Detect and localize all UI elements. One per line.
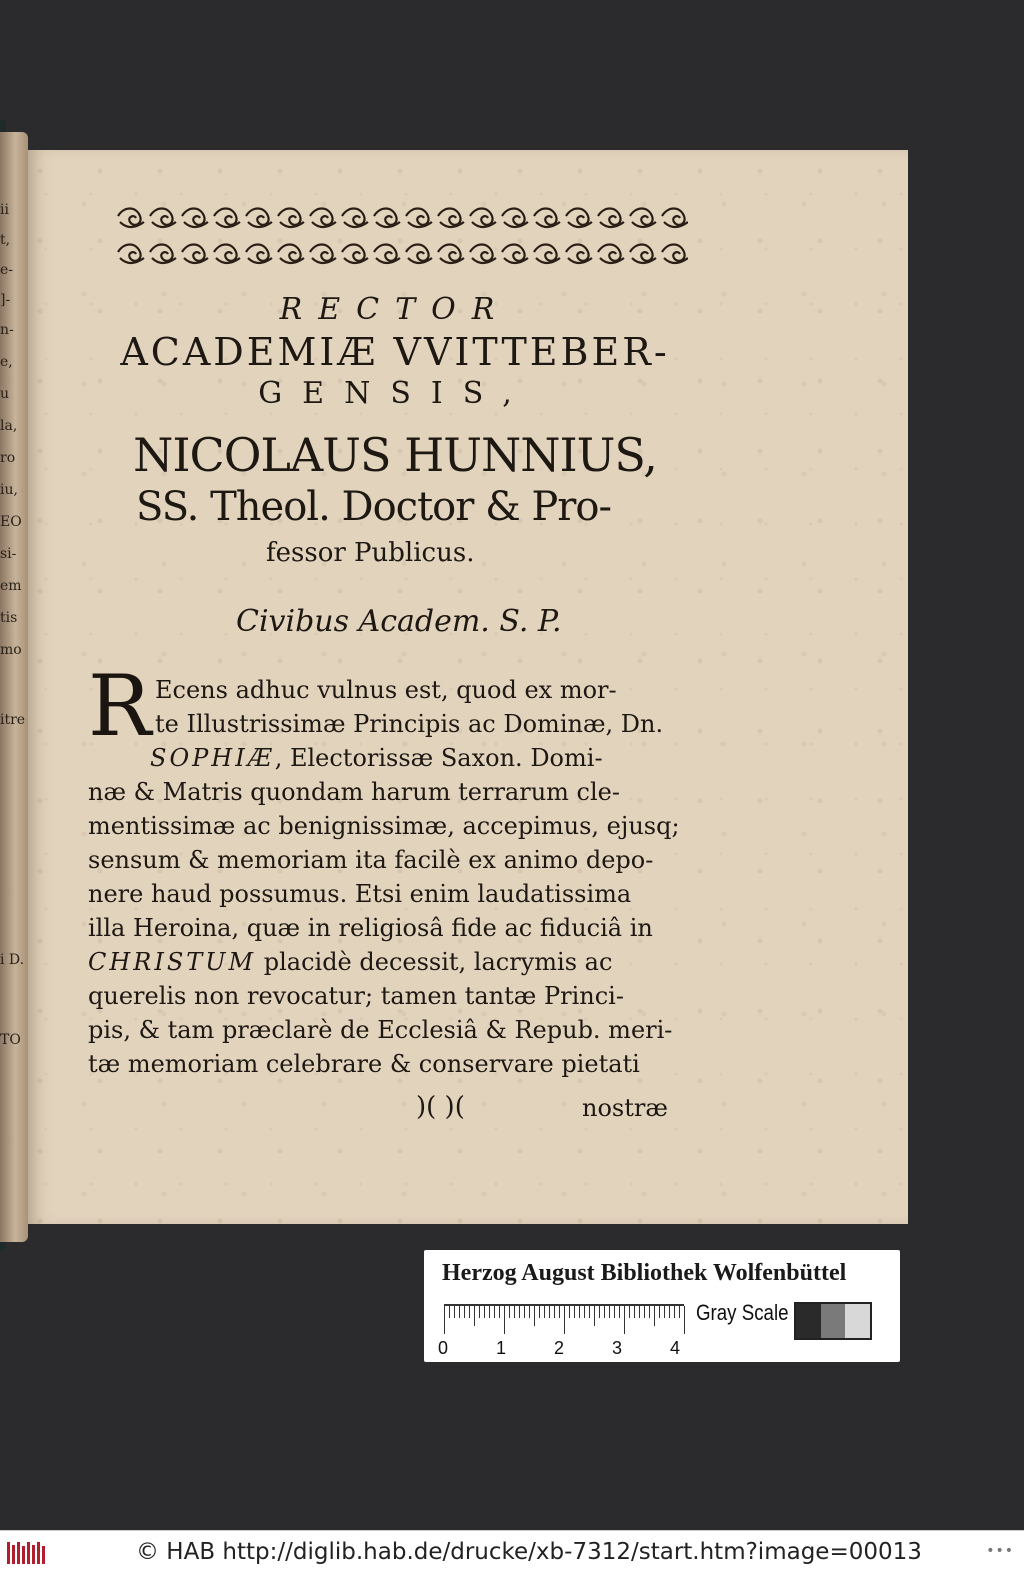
ornament-scroll xyxy=(662,209,688,228)
ruler-tick xyxy=(459,1306,460,1318)
ruler-tick xyxy=(619,1306,620,1318)
body-line-text: placidè decessit, lacrymis ac xyxy=(256,948,613,976)
drop-cap: R xyxy=(88,657,152,755)
ornament-scroll xyxy=(470,245,496,264)
ornament-scroll xyxy=(566,245,592,264)
ornament-scroll xyxy=(182,245,208,264)
ruler-tick xyxy=(594,1306,595,1326)
ruler-tick xyxy=(624,1306,625,1334)
ruler-tick xyxy=(659,1306,660,1318)
ruler-tick xyxy=(609,1306,610,1318)
ruler-tick xyxy=(464,1306,465,1318)
ruler-tick xyxy=(454,1306,455,1318)
ruler-tick xyxy=(444,1306,445,1334)
gray-scale-patches xyxy=(794,1302,872,1340)
ruler-number: 1 xyxy=(496,1338,507,1358)
facing-page-fragment: n- xyxy=(0,322,14,338)
ornament-scroll xyxy=(214,209,240,228)
facing-page-fragment: i D. xyxy=(0,952,25,968)
facing-page-fragment: u xyxy=(0,386,10,402)
ruler-tick xyxy=(584,1306,585,1318)
ruler-tick xyxy=(479,1306,480,1318)
ruler-tick xyxy=(579,1306,580,1318)
ruler-tick xyxy=(529,1306,530,1318)
ruler-tick xyxy=(569,1306,570,1318)
ornament-scroll xyxy=(342,209,368,228)
heading-rector: RECTOR xyxy=(279,292,511,327)
ruler-tick xyxy=(449,1306,450,1318)
institution-name: Herzog August Bibliothek Wolfenbüttel xyxy=(442,1260,847,1286)
ruler-tick xyxy=(514,1306,515,1318)
salutation: Civibus Academ. S. P. xyxy=(236,604,562,639)
gray-patch xyxy=(796,1304,821,1338)
ornament-scroll xyxy=(118,245,144,264)
body-line: querelis non revocatur; tamen tantæ Princi- xyxy=(88,982,624,1010)
facing-page-fragment: la, xyxy=(0,418,18,434)
scale-ruler xyxy=(444,1304,684,1334)
ornament-scroll xyxy=(438,209,464,228)
ornament-scroll xyxy=(566,209,592,228)
ruler-tick xyxy=(684,1306,685,1334)
ruler-tick xyxy=(669,1306,670,1318)
viewer-footer xyxy=(0,1530,1024,1577)
body-line: nere haud possumus. Etsi enim laudatissima xyxy=(88,880,632,908)
signature-mark: )( )( xyxy=(416,1092,465,1122)
ornament-scroll xyxy=(534,245,560,264)
ruler-tick xyxy=(494,1306,495,1318)
ruler-tick xyxy=(604,1306,605,1318)
ruler-tick xyxy=(489,1306,490,1318)
facing-page-fragment: TO xyxy=(0,1032,21,1048)
facing-page-fragment: si- xyxy=(0,546,17,562)
ruler-tick xyxy=(474,1306,475,1326)
ornament-scroll xyxy=(150,209,176,228)
body-line: illa Heroina, quæ in religiosâ fide ac fiduciâ in xyxy=(88,914,653,942)
body-line-text: , Electorissæ Saxon. Domi- xyxy=(274,744,603,772)
ruler-number: 4 xyxy=(670,1338,681,1358)
ruler-tick xyxy=(674,1306,675,1318)
ruler-tick xyxy=(559,1306,560,1318)
ornament-scroll xyxy=(438,245,464,264)
ornament-scroll xyxy=(246,245,272,264)
ruler-tick xyxy=(524,1306,525,1318)
body-line: pis, & tam præclarè de Ecclesiâ & Repub. meri- xyxy=(88,1016,673,1044)
body-line: Ecens adhuc vulnus est, quod ex mor- xyxy=(155,676,617,704)
heading-academiae: ACADEMIÆ VVITTEBER- xyxy=(120,330,670,374)
ruler-tick xyxy=(544,1306,545,1318)
ornament-scroll xyxy=(374,245,400,264)
ornament-scroll xyxy=(662,245,688,264)
ornament-scroll xyxy=(534,209,560,228)
ornament-scroll xyxy=(118,209,144,228)
ornament-scroll xyxy=(278,209,304,228)
ornament-scroll xyxy=(182,209,208,228)
ornament-scroll xyxy=(374,209,400,228)
ruler-tick xyxy=(634,1306,635,1318)
ornament-scroll xyxy=(246,209,272,228)
ruler-tick xyxy=(484,1306,485,1318)
ornament-scroll xyxy=(214,245,240,264)
ornament-scroll xyxy=(278,245,304,264)
body-line xyxy=(88,948,612,976)
small-caps-name: CHRISTUM xyxy=(88,948,257,976)
body-line: sensum & memoriam ita facilè ex animo depo- xyxy=(88,846,654,874)
heading-title-line2: fessor Publicus. xyxy=(266,538,475,568)
ruler-tick xyxy=(599,1306,600,1318)
hab-logo-icon xyxy=(6,1540,46,1566)
ornament-scroll xyxy=(598,209,624,228)
ruler-tick xyxy=(629,1306,630,1318)
heading-author-name: NICOLAUS HUNNIUS, xyxy=(133,428,657,482)
ruler-tick xyxy=(644,1306,645,1318)
ornament-scroll xyxy=(502,245,528,264)
ornament-scroll xyxy=(406,209,432,228)
ruler-number: 3 xyxy=(612,1338,623,1358)
facing-page-fragment: em xyxy=(0,578,22,594)
ruler-tick xyxy=(469,1306,470,1318)
ornament-scroll xyxy=(310,245,336,264)
ruler-tick xyxy=(679,1306,680,1318)
ruler-number: 0 xyxy=(438,1338,449,1358)
facing-page-fragment: e, xyxy=(0,354,13,370)
ornament-scroll xyxy=(598,245,624,264)
facing-page-fragment: t, xyxy=(0,232,11,248)
ruler-tick xyxy=(564,1306,565,1334)
heading-gensis: GENSIS, xyxy=(258,376,532,411)
ruler-tick xyxy=(649,1306,650,1318)
ruler-tick xyxy=(539,1306,540,1318)
copyright-url[interactable]: © HAB http://diglib.hab.de/drucke/xb-7312/start.htm?image=00013 xyxy=(136,1539,922,1565)
facing-page-fragment: EO xyxy=(0,514,22,530)
facing-page-fragment: mo xyxy=(0,642,22,658)
ruler-tick xyxy=(534,1306,535,1326)
ruler-tick xyxy=(549,1306,550,1318)
ruler-tick xyxy=(664,1306,665,1318)
ornament-scroll xyxy=(310,209,336,228)
ornament-border-icon xyxy=(110,198,688,274)
ruler-tick xyxy=(574,1306,575,1318)
body-line xyxy=(150,744,603,772)
ruler-tick xyxy=(589,1306,590,1318)
facing-page-fragment: ii xyxy=(0,202,9,218)
ruler-tick xyxy=(519,1306,520,1318)
body-line: mentissimæ ac benignissimæ, accepimus, ejusq; xyxy=(88,812,680,840)
ruler-tick xyxy=(504,1306,505,1334)
facing-page-fragment: tis xyxy=(0,610,18,626)
small-caps-name: SOPHIÆ xyxy=(150,744,275,772)
facing-page-fragment: itre xyxy=(0,712,26,728)
ruler-tick xyxy=(639,1306,640,1318)
facing-page-edge xyxy=(0,132,28,1242)
ruler-tick xyxy=(499,1306,500,1318)
color-calibration-bar xyxy=(424,1250,900,1362)
ornament-scroll xyxy=(470,209,496,228)
gray-patch xyxy=(821,1304,846,1338)
body-line: næ & Matris quondam harum terrarum cle- xyxy=(88,778,620,806)
more-options-icon[interactable]: ••• xyxy=(986,1543,1014,1559)
ornament-scroll xyxy=(502,209,528,228)
heading-title-line1: SS. Theol. Doctor & Pro- xyxy=(136,484,612,530)
ornament-scroll xyxy=(406,245,432,264)
ornament-scroll xyxy=(342,245,368,264)
body-line: tæ memoriam celebrare & conservare pietati xyxy=(88,1050,640,1078)
ruler-number: 2 xyxy=(554,1338,565,1358)
ruler-tick xyxy=(554,1306,555,1318)
facing-page-fragment: ]- xyxy=(0,292,11,308)
ruler-tick xyxy=(509,1306,510,1318)
ruler-tick xyxy=(614,1306,615,1318)
ornament-scroll xyxy=(630,245,656,264)
ornament-scroll xyxy=(150,245,176,264)
facing-page-fragment: iu, xyxy=(0,482,18,498)
gray-patch xyxy=(845,1304,870,1338)
gray-scale-label: Gray Scale xyxy=(696,1300,789,1325)
body-line: te Illustrissimæ Principis ac Dominæ, Dn. xyxy=(155,710,664,738)
ruler-tick xyxy=(654,1306,655,1326)
facing-page-fragment: e- xyxy=(0,262,14,278)
catchword: nostræ xyxy=(582,1094,668,1122)
ornament-scroll xyxy=(630,209,656,228)
facing-page-fragment: ro xyxy=(0,450,16,466)
